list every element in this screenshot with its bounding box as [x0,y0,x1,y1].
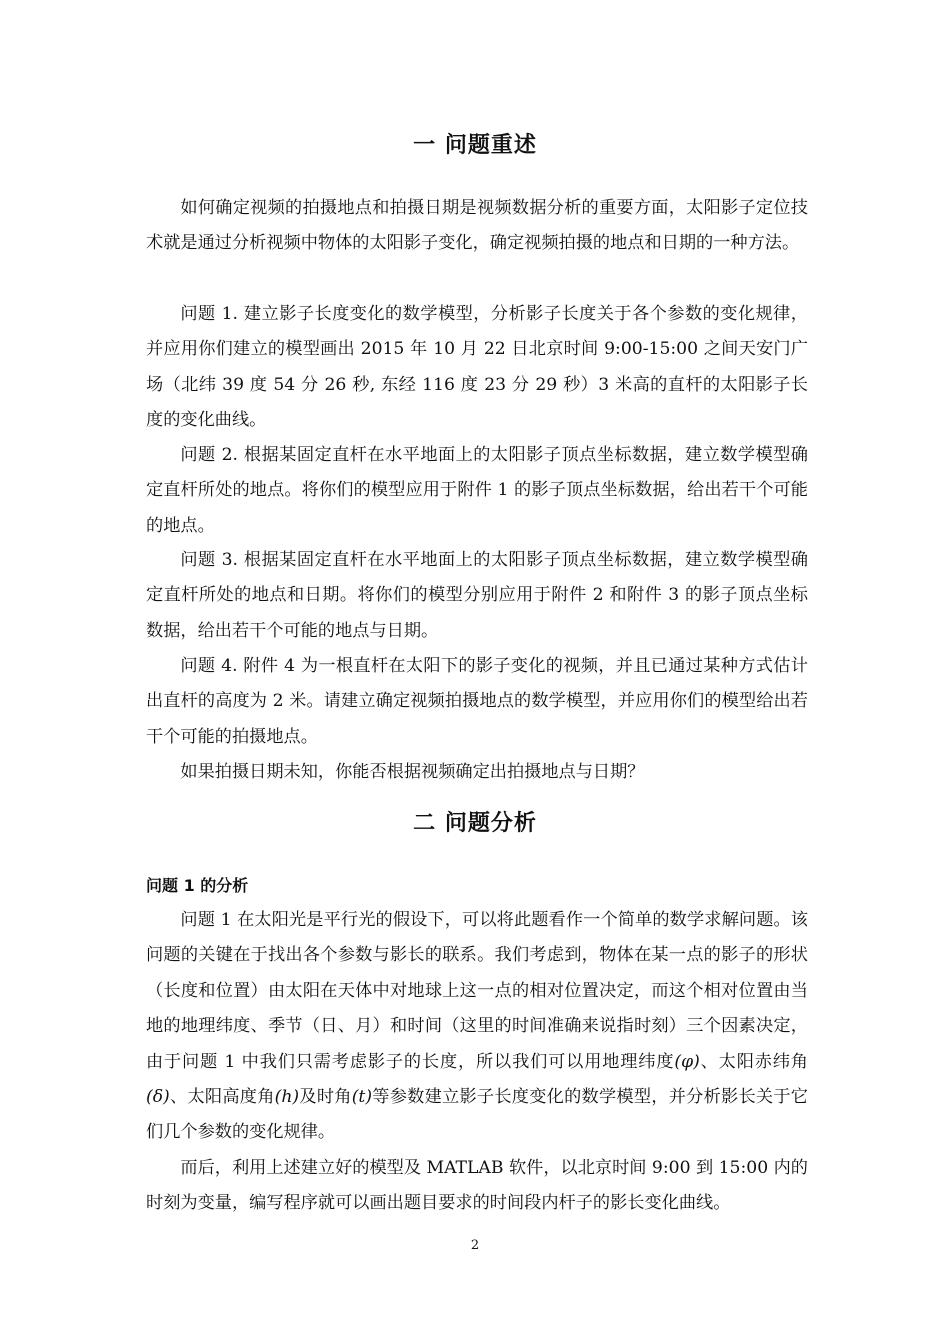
restatement-paragraph-question-1: 问题 1. 建立影子长度变化的数学模型，分析影子长度关于各个参数的变化规律，并应用你们建立的模型画出 2015 年 10 月 22 日北京时间 9:00-15:00 之间天安门广场（北纬 39 度 54 分 26 秒, 东经 116 度 23 分 29 秒）3 米高的直杆的太阳影子长度的变化曲线。 [146,304,808,431]
analysis-paragraph-1 [146,903,808,1151]
restatement-paragraph-question-2: 问题 2. 根据某固定直杆在水平地面上的太阳影子顶点坐标数据，建立数学模型确定直杆所处的地点。将你们的模型应用于附件 1 的影子顶点坐标数据，给出若干个可能的地点。 [146,445,808,536]
restatement-paragraph-closing: 如果拍摄日期未知，你能否根据视频确定出拍摄地点与日期？ [180,762,645,782]
analysis-text-sep-3: 及时角 [299,1087,352,1108]
analysis-text-sep-1: 、太阳赤纬角 [699,1051,808,1072]
analysis-text-sep-2: 、太阳高度角 [169,1087,275,1108]
subheading-question-1-analysis: 问题 1 的分析 [146,876,249,895]
altitude-angle-symbol: (h) [274,1087,300,1108]
declination-symbol: (δ) [146,1087,170,1108]
latitude-symbol: (φ) [674,1051,700,1072]
analysis-text-tail: 等参数建立影子长度变化的数学模型，并分析影长关于它们几个参数的变化规律。 [146,1087,808,1143]
restatement-paragraph-question-3: 问题 3. 根据某固定直杆在水平地面上的太阳影子顶点坐标数据，建立数学模型确定直杆所处的地点和日期。将你们的模型分别应用于附件 2 和附件 3 的影子顶点坐标数据，给出若干个可能的地点与日期。 [146,550,808,641]
analysis-text-main: 问题 1 在太阳光是平行光的假设下，可以将此题看作一个简单的数学求解问题。该问题的关键在于找出各个参数与影长的联系。我们考虑到，物体在某一点的影子的形状（长度和位置）由太阳在天体中对地球上这一点的相对位置决定，而这个相对位置由当地的地理纬度、季节（日、月）和时间（这里的时间准确来说指时刻）三个因素决定，由于问题 1 中我们只需考虑影子的长度，所以我们可以用地理纬度 [146,910,808,1072]
restatement-paragraph-intro: 如何确定视频的拍摄地点和拍摄日期是视频数据分析的重要方面，太阳影子定位技术就是通过分析视频中物体的太阳影子变化，确定视频拍摄的地点和日期的一种方法。 [146,198,808,254]
restatement-paragraph-question-4: 问题 4. 附件 4 为一根直杆在太阳下的影子变化的视频，并且已通过某种方式估计出直杆的高度为 2 米。请建立确定视频拍摄地点的数学模型，并应用你们的模型给出若干个可能的拍摄地点。 [146,656,808,747]
page-number: 2 [470,1238,480,1253]
section-title-analysis: 二 问题分析 [413,811,537,836]
section-title-restatement: 一 问题重述 [413,133,537,158]
hour-angle-symbol: (t) [351,1087,373,1108]
analysis-paragraph-2: 而后，利用上述建立好的模型及 MATLAB 软件，以北京时间 9:00 到 15:00 内的时刻为变量，编写程序就可以画出题目要求的时间段内杆子的影长变化曲线。 [146,1158,808,1214]
